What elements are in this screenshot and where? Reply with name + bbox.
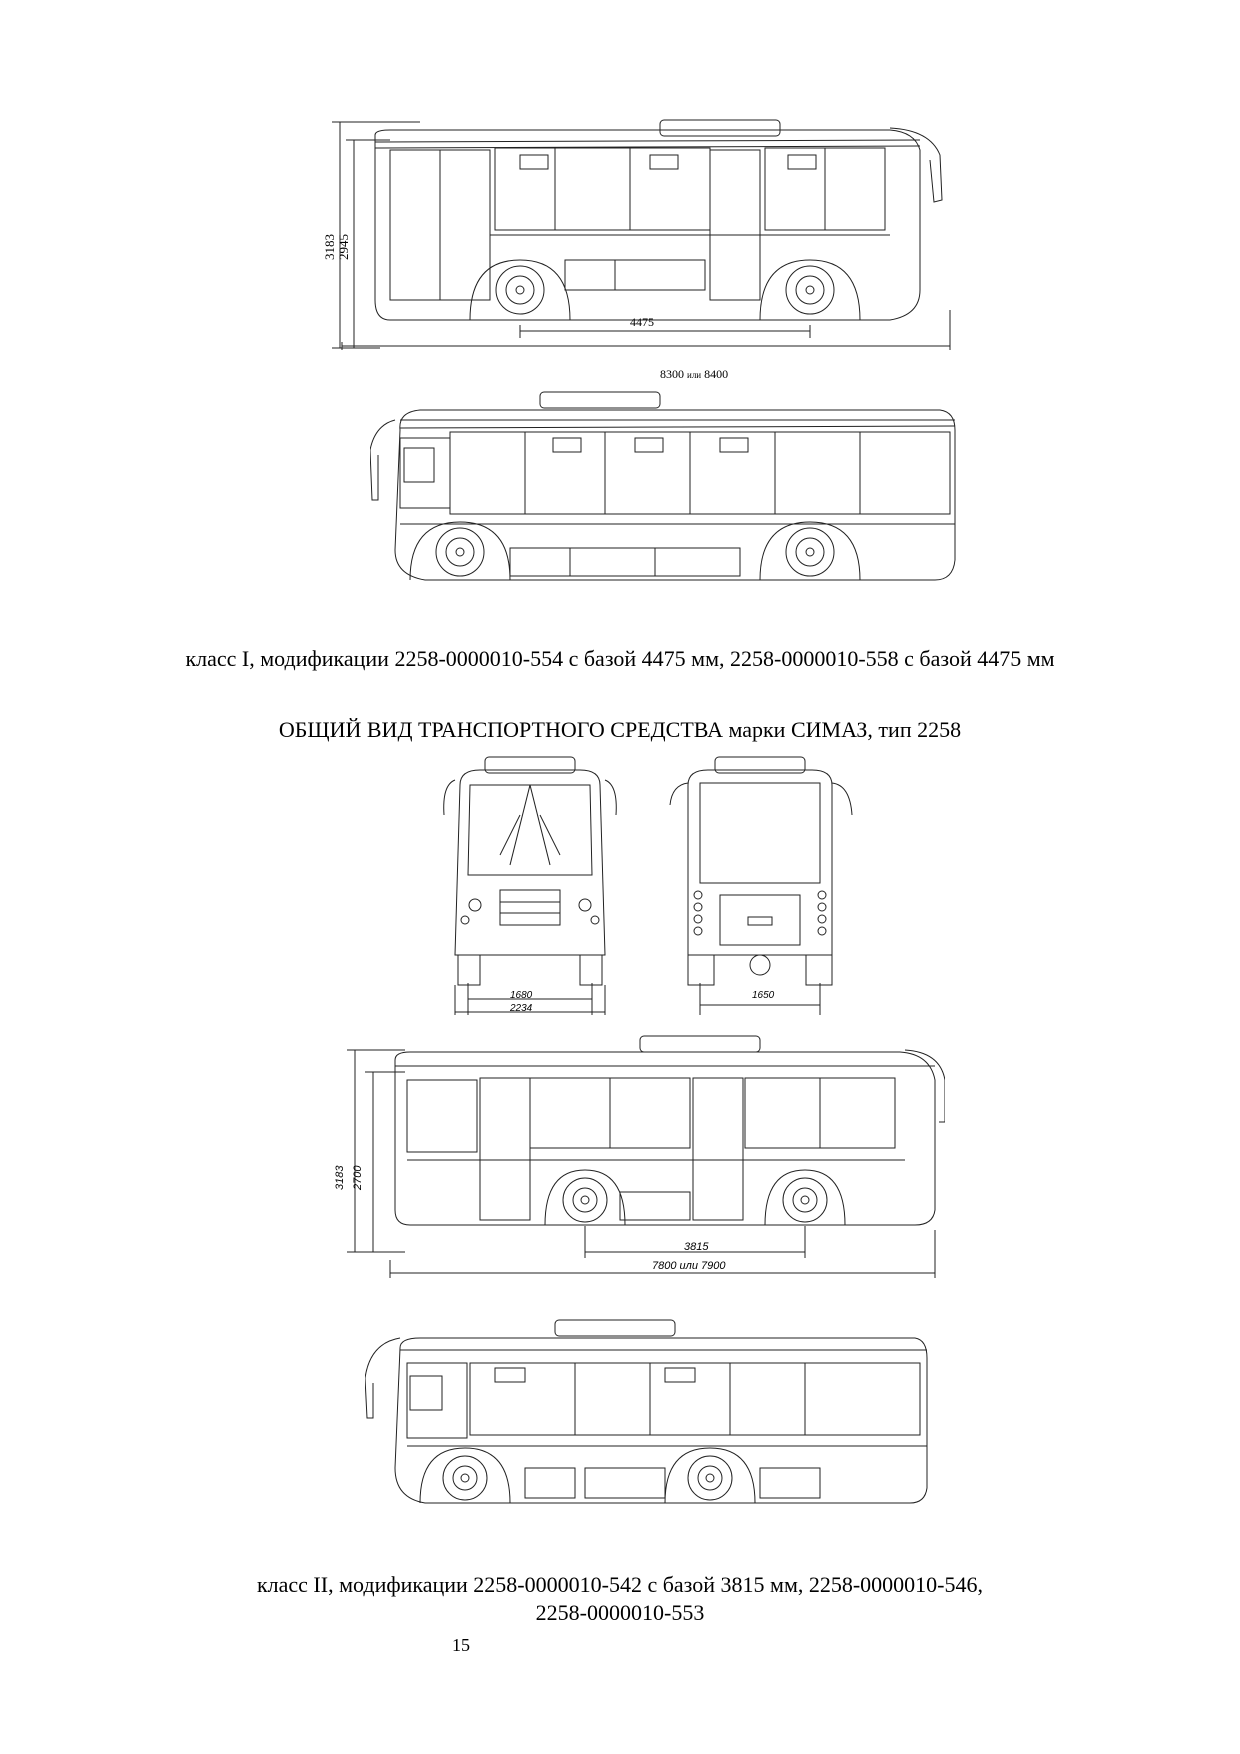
rear-track-label: 1650	[752, 990, 775, 1001]
front-width-label: 2234	[510, 1003, 533, 1014]
page-number: 15	[452, 1635, 470, 1655]
height-2945-label: 2945	[336, 234, 351, 260]
height-3183-label: 3183	[322, 234, 337, 260]
top-dimensions	[290, 110, 710, 370]
length-8300: 8300	[660, 367, 684, 381]
length-7800-label: 7800 или 7900	[652, 1260, 726, 1272]
length-8400: 8400	[704, 367, 729, 381]
bus-front-view	[440, 755, 620, 1015]
wheelbase-3815-label: 3815	[684, 1241, 709, 1253]
wheelbase-4475-label: 4475	[630, 315, 654, 329]
length-label-top	[660, 367, 780, 382]
bus-rear-view	[660, 755, 860, 1015]
caption-class1: класс I, модификации 2258-0000010-554 с базой 4475 мм, 2258-0000010-558 с базой 4475 мм	[185, 646, 1055, 671]
bus-side-view-left-class1	[370, 390, 960, 620]
caption-class2-line1: класс II, модификации 2258-0000010-542 с базой 3815 мм, 2258-0000010-546,	[256, 1572, 984, 1597]
length-or: или	[687, 370, 702, 380]
height-3183-label-bottom: 3183	[334, 1165, 346, 1190]
page-heading: ОБЩИЙ ВИД ТРАНСПОРТНОГО СРЕДСТВА марки СИМАЗ, тип 2258	[278, 717, 962, 742]
caption-class2-line2: 2258-0000010-553	[535, 1600, 705, 1625]
bottom-dimensions	[325, 1030, 525, 1300]
front-track-label: 1680	[510, 990, 533, 1001]
bus-side-view-left-class2	[365, 1318, 935, 1548]
height-2700-label-bottom: 2700	[352, 1165, 364, 1190]
